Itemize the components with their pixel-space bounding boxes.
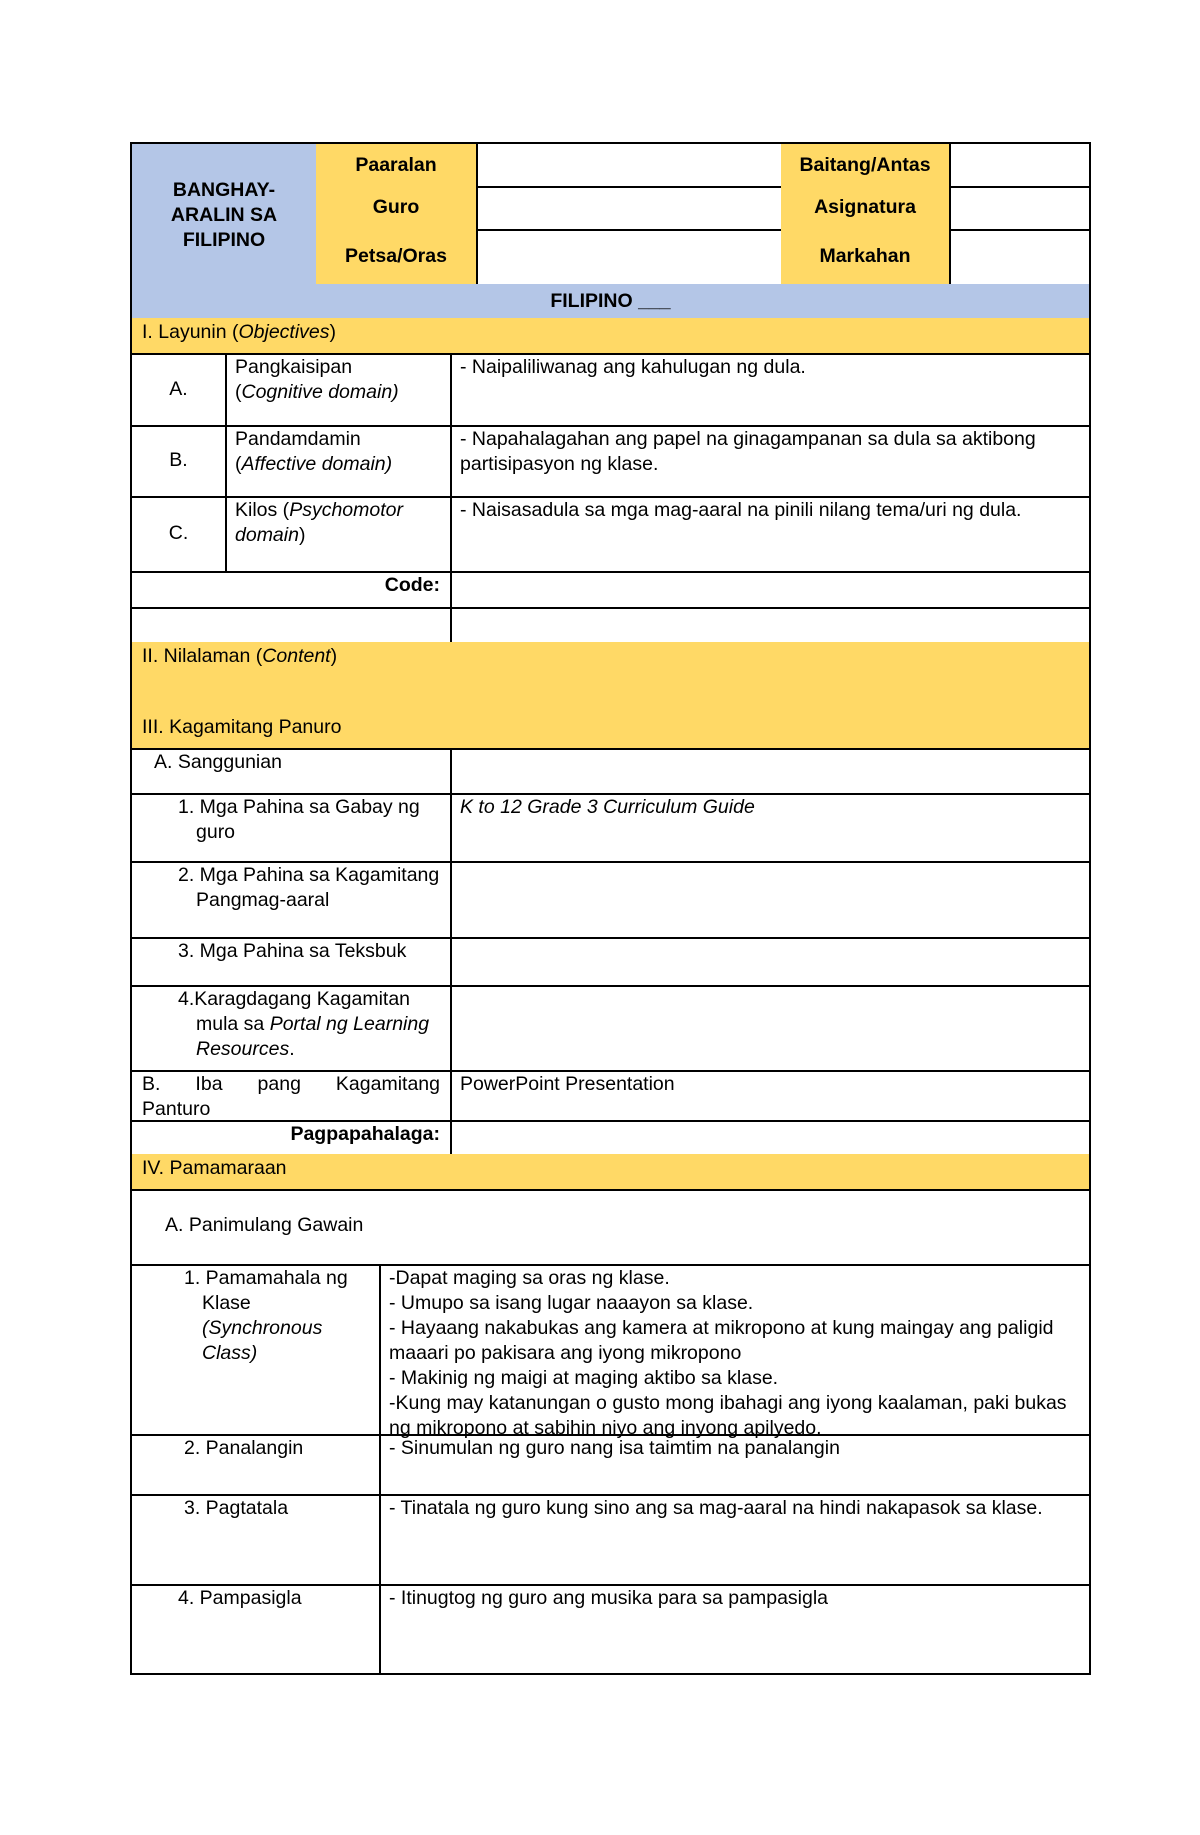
karagdagang-kagamitan-pre: 4.Karagdagang Kagamitan mula sa — [178, 988, 411, 1035]
step-1-label-em: (Synchronous Class) — [202, 1317, 323, 1364]
asignatura-input[interactable] — [949, 186, 1091, 231]
objective-label-c-post: ) — [298, 524, 306, 546]
layunin-heading-suffix: ) — [329, 321, 337, 343]
karagdagang-kagamitan-label — [130, 985, 452, 1072]
step-2-label: 2. Panalangin — [130, 1434, 381, 1496]
objective-letter-a: A. — [130, 353, 227, 427]
nilalaman-heading-suffix: ) — [330, 645, 338, 667]
pamamaraan-heading: IV. Pamamaraan — [130, 1154, 1091, 1191]
objective-label-a-main: Pangkaisipan — [235, 356, 353, 378]
markahan-input[interactable] — [949, 229, 1091, 286]
petsa-oras-input[interactable] — [476, 229, 783, 286]
guro-input[interactable] — [476, 186, 783, 231]
iba-kagamitan-value: PowerPoint Presentation — [450, 1070, 1091, 1122]
kagamitan-heading: III. Kagamitang Panuro — [130, 713, 1091, 750]
nilalaman-heading-em: Content — [262, 645, 331, 667]
code-label: Code: — [130, 571, 452, 609]
baitang-antas-label: Baitang/Antas — [781, 142, 951, 188]
title-line-1: BANGHAY- — [172, 179, 276, 201]
step-4-label: 4. Pampasigla — [130, 1584, 381, 1675]
step-2-content: - Sinumulan ng guro nang isa taimtim na panalangin — [379, 1434, 1091, 1496]
step-1-line-4: - Makinig ng maigi at maging aktibo sa klase. — [389, 1367, 779, 1389]
karagdagang-kagamitan-em: Portal ng Learning Resources — [196, 1013, 430, 1060]
objective-text-c: - Naisasadula sa mga mag-aaral na pinili nilang tema/uri ng dula. — [450, 496, 1091, 573]
blank-cell-right[interactable] — [450, 607, 1091, 644]
sanggunian-input[interactable] — [450, 748, 1091, 795]
layunin-heading-em: Objectives — [238, 321, 330, 343]
teksbuk-label: 3. Mga Pahina sa Teksbuk — [130, 937, 452, 987]
karagdagang-kagamitan-post: . — [289, 1038, 295, 1060]
petsa-oras-label: Petsa/Oras — [316, 229, 478, 286]
baitang-antas-input[interactable] — [949, 142, 1091, 188]
objective-text-b: - Napahalagahan ang papel na ginagampanan sa dula sa aktibong partisipasyon ng klase. — [450, 425, 1091, 498]
objective-letter-c: C. — [130, 496, 227, 573]
paaralan-label: Paaralan — [316, 142, 478, 188]
objective-label-c-main: Kilos ( — [235, 499, 290, 521]
step-1-line-3: - Hayaang nakabukas ang kamera at mikropono at kung maingay ang paligid maaari po pakisara ang iyong mikropono — [389, 1317, 1054, 1364]
title-line-2: ARALIN SA — [170, 204, 278, 226]
sanggunian-label: A. Sanggunian — [130, 748, 452, 795]
panimula-box — [130, 1189, 1091, 1266]
title-line-3: FILIPINO — [182, 229, 266, 251]
objective-label-a-em: Cognitive domain) — [241, 381, 399, 403]
pagpapahalaga-label: Pagpapahalaga: — [130, 1120, 452, 1156]
step-1-label — [130, 1264, 381, 1436]
guro-label: Guro — [316, 186, 478, 231]
layunin-heading-prefix: I. Layunin ( — [142, 321, 239, 343]
step-3-content: - Tinatala ng guro kung sino ang sa mag-aaral na hindi nakapasok sa klase. — [379, 1494, 1091, 1586]
objective-label-c — [225, 496, 452, 573]
title-box — [130, 142, 318, 286]
step-3-label: 3. Pagtatala — [130, 1494, 381, 1586]
objective-label-a — [225, 353, 452, 427]
step-1-line-5: -Kung may katanungan o gusto mong ibahagi ang iyong kaalaman, paki bukas ng mikropono at sabihin niyo ang inyong apilyedo. — [389, 1392, 1067, 1439]
objective-label-b-main: Pandamdamin — [235, 428, 361, 450]
objective-label-a-pre: ( — [235, 381, 242, 403]
nilalaman-input[interactable] — [450, 642, 1091, 715]
gabay-guro-label: 1. Mga Pahina sa Gabay ng guro — [130, 793, 452, 863]
nilalaman-heading-prefix: II. Nilalaman ( — [142, 645, 263, 667]
step-1-line-1: -Dapat maging sa oras ng klase. — [389, 1267, 670, 1289]
iba-kagamitan-label: B. Iba pang Kagamitang Panturo — [130, 1070, 452, 1122]
objective-label-b — [225, 425, 452, 498]
nilalaman-heading — [130, 642, 452, 715]
blank-cell-left — [130, 607, 452, 644]
karagdagang-kagamitan-input[interactable] — [450, 985, 1091, 1072]
subject-title: FILIPINO ___ — [130, 284, 1091, 320]
pangmag-aaral-label: 2. Mga Pahina sa Kagamitang Pangmag-aaral — [130, 861, 452, 939]
paaralan-input[interactable] — [476, 142, 783, 188]
objective-text-a: - Naipaliliwanag ang kahulugan ng dula. — [450, 353, 1091, 427]
objective-label-c-em: Psychomotor domain — [235, 499, 403, 546]
pagpapahalaga-input[interactable] — [450, 1120, 1091, 1156]
pangmag-aaral-input[interactable] — [450, 861, 1091, 939]
panimula-label: A. Panimulang Gawain — [165, 1214, 364, 1236]
gabay-guro-value: K to 12 Grade 3 Curriculum Guide — [450, 793, 1091, 863]
layunin-heading — [130, 318, 1091, 355]
step-1-line-2: - Umupo sa isang lugar naaayon sa klase. — [389, 1292, 754, 1314]
step-4-content: - Itinugtog ng guro ang musika para sa pampasigla — [379, 1584, 1091, 1675]
markahan-label: Markahan — [781, 229, 951, 286]
code-input[interactable] — [450, 571, 1091, 609]
step-1-label-main: 1. Pamamahala ng Klase — [184, 1267, 348, 1314]
asignatura-label: Asignatura — [781, 186, 951, 231]
teksbuk-input[interactable] — [450, 937, 1091, 987]
objective-label-b-em: Affective domain) — [241, 453, 393, 475]
step-1-content — [379, 1264, 1091, 1439]
objective-label-b-pre: ( — [235, 453, 242, 475]
objective-letter-b: B. — [130, 425, 227, 498]
